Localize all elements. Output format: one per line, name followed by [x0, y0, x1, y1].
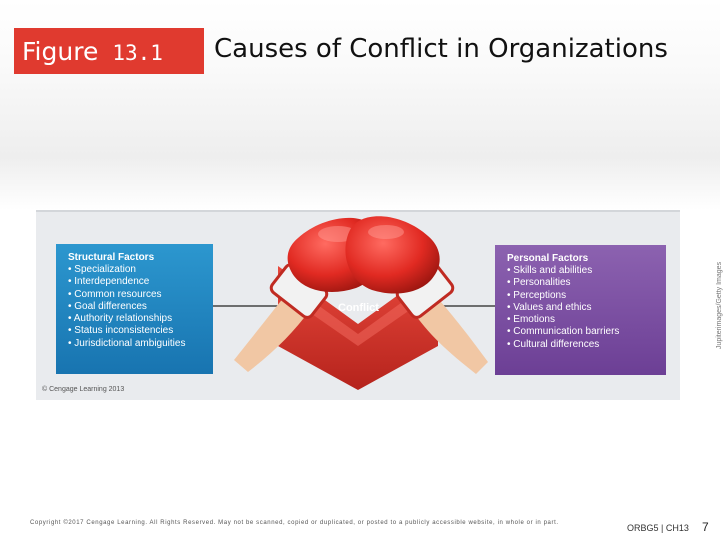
list-item: • Specialization — [68, 264, 136, 275]
personal-factors-panel — [495, 245, 666, 375]
list-item: • Emotions — [507, 314, 555, 326]
list-item: • Values and ethics — [507, 301, 592, 313]
copyright-notice: Copyright ©2017 Cengage Learning. All Rights Reserved. May not be scanned, copied or duplicated, or posted to a publicly accessible website, in whole or in part. — [30, 520, 559, 526]
list-item: • Authority relationships — [68, 313, 173, 325]
figure-word: Figure — [22, 36, 99, 66]
figure-label-box — [14, 28, 204, 74]
personal-factors-title: Personal Factors — [507, 253, 589, 264]
list-item: • Perceptions — [507, 289, 567, 301]
page-number: 7 — [702, 520, 709, 534]
list-item: • Personalities — [507, 277, 571, 289]
structural-factors-list — [68, 264, 201, 350]
conflict-label: Conflict — [338, 302, 379, 314]
image-credit-cengage: © Cengage Learning 2013 — [42, 386, 125, 393]
structural-factors-panel — [56, 244, 213, 374]
structural-factors-title: Structural Factors — [68, 252, 155, 263]
slide-title: Causes of Conflict in Organizations — [214, 34, 668, 64]
list-item: • Status inconsistencies — [68, 325, 174, 337]
image-credit-getty: Jupiterimages/Getty Images — [716, 261, 723, 350]
list-item: • Skills and abilities — [507, 265, 593, 276]
list-item: • Common resources — [68, 288, 162, 300]
list-item: • Jurisdictional ambiguities — [68, 337, 186, 349]
course-code: ORBG5 | CH13 — [627, 523, 689, 533]
list-item: • Communication barriers — [507, 326, 620, 338]
list-item: • Cultural differences — [507, 338, 600, 350]
figure-number: 13.1 — [112, 41, 163, 65]
personal-factors-list — [507, 265, 654, 351]
list-item: • Interdependence — [68, 276, 150, 288]
list-item: • Goal differences — [68, 300, 147, 312]
conflict-diagram — [36, 210, 723, 400]
